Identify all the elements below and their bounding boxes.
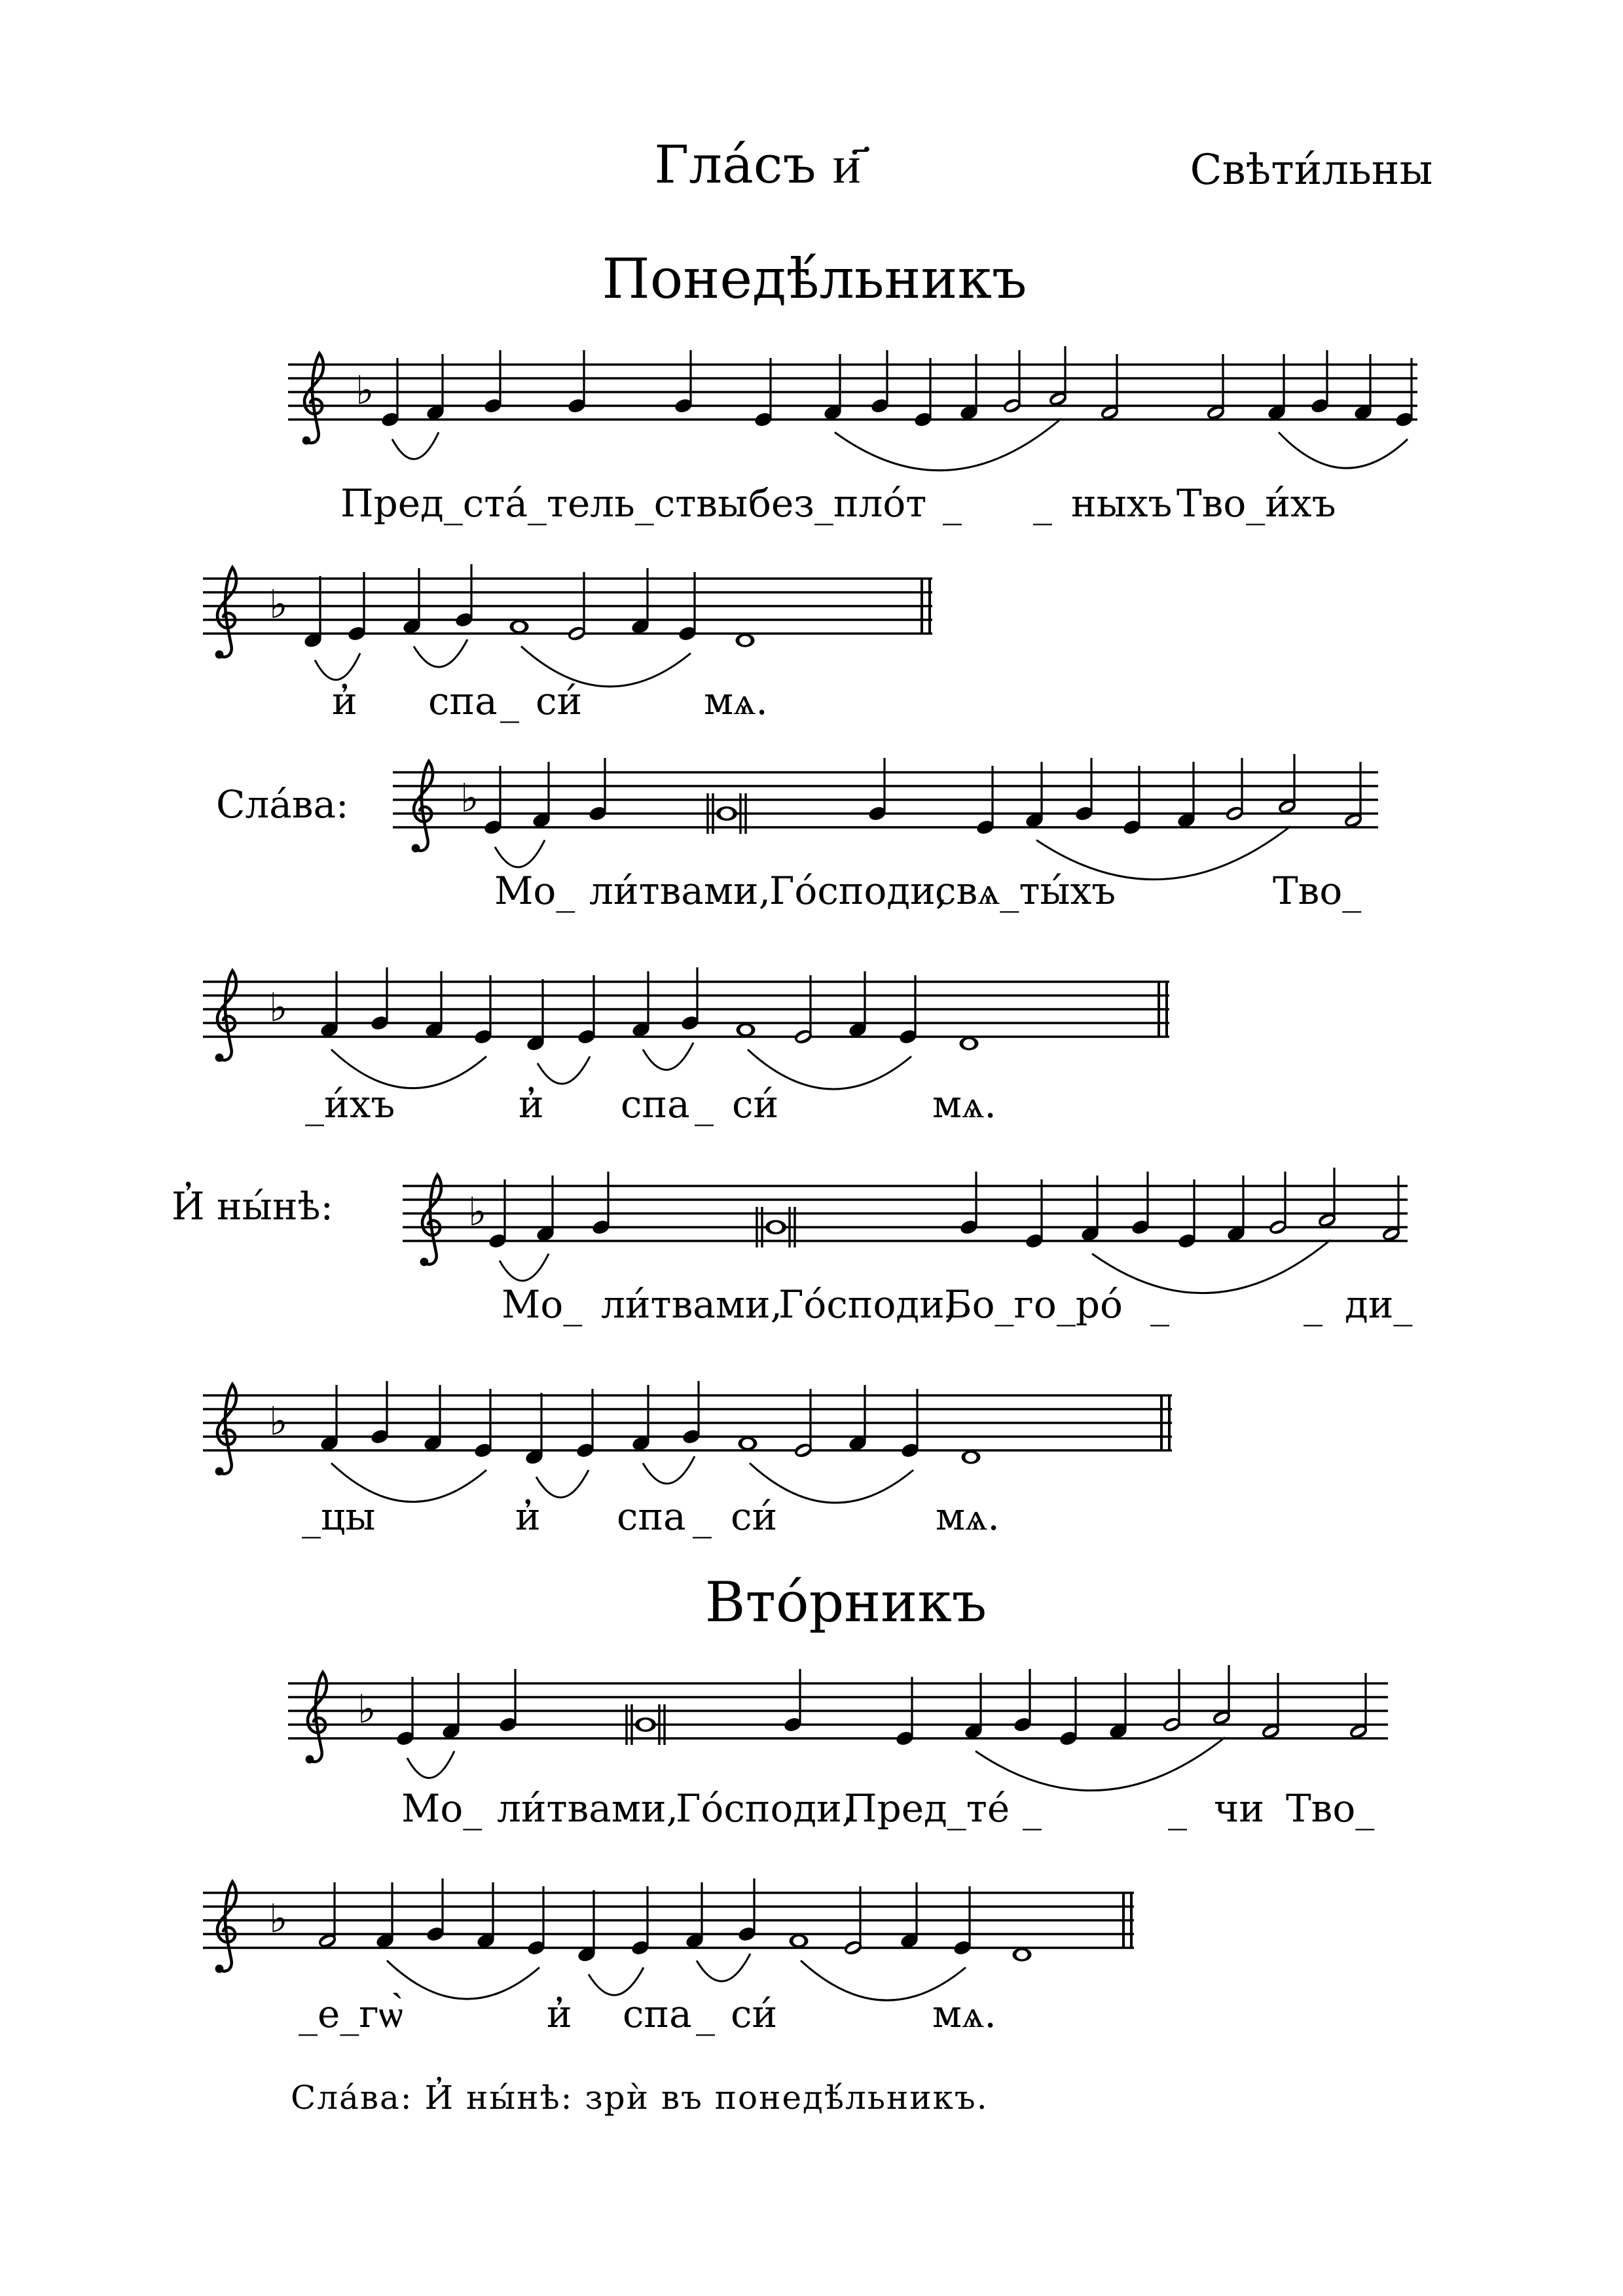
treble-clef-icon — [420, 1175, 441, 1266]
note — [960, 1037, 979, 1050]
note — [526, 979, 546, 1052]
note — [736, 634, 755, 647]
lyric-token: _ — [696, 1992, 715, 2036]
lyric-token: Пред_те́ — [844, 1786, 1010, 1831]
note — [1161, 1669, 1182, 1734]
note — [1013, 1669, 1033, 1733]
lyric-token: _ — [1033, 481, 1052, 526]
note — [870, 350, 890, 414]
lyric-token: и̓ — [519, 1082, 544, 1126]
lyric-token: Тво_и́хъ — [1176, 481, 1336, 526]
lyric-token: Го́споди, — [769, 869, 948, 913]
note — [577, 1890, 597, 1964]
note — [737, 1878, 757, 1943]
note — [682, 1381, 702, 1445]
lyric-token: _ — [1168, 1786, 1187, 1831]
music-system-1 — [0, 266, 1623, 486]
treble-clef-icon — [412, 761, 433, 852]
slur — [1279, 433, 1408, 469]
lyric-token: ли́твами, — [589, 869, 771, 913]
slur — [589, 1967, 644, 1995]
lyric-token: _е_гѡ̀ — [299, 1992, 403, 2036]
lyric-token: Го́споди, — [778, 1282, 957, 1327]
note — [426, 1878, 446, 1943]
note — [739, 1437, 757, 1450]
note — [524, 1393, 545, 1466]
note — [959, 1172, 979, 1236]
lyric-token: Бо_го_ро́ — [944, 1282, 1123, 1327]
slur — [976, 1738, 1225, 1791]
system-label: И̓ ны́нѣ: — [172, 1184, 334, 1229]
lyric-token: мѧ. — [932, 1082, 996, 1126]
slur — [536, 1470, 589, 1498]
note — [843, 1886, 864, 1957]
note — [790, 1934, 809, 1947]
lyric-token: ныхъ — [1071, 481, 1173, 526]
slur — [500, 1254, 549, 1281]
music-system-4 — [0, 884, 1623, 1103]
note — [737, 1023, 756, 1036]
note — [303, 576, 323, 649]
note — [1317, 1168, 1338, 1229]
lyric-token: и̓ — [515, 1494, 541, 1539]
lyric-token: Тво_ — [1286, 1786, 1375, 1831]
footer-rubric: Сла́ва: И̓ ны́нѣ: зрѝ въ понедѣ́льникъ. — [291, 2079, 989, 2117]
note — [1310, 350, 1330, 414]
slur — [392, 433, 439, 459]
lyric-token: без_пло́т — [748, 481, 927, 526]
flat-icon: ♭ — [269, 582, 288, 628]
slur — [1092, 1240, 1330, 1293]
lyric-token: _ — [1304, 1282, 1322, 1327]
section-title-tuesday: Вто́рникъ — [704, 1570, 987, 1634]
lyric-token: Го́споди, — [676, 1786, 854, 1831]
lyric-token: _и́хъ — [305, 1082, 395, 1126]
glas-header: Гла́съ и҃ — [654, 134, 861, 195]
note — [1002, 350, 1023, 415]
note — [1074, 758, 1095, 822]
slur — [697, 1954, 750, 1981]
lyric-token: и̓ — [332, 679, 357, 723]
section-title-monday: Понедѣ́льникъ — [602, 247, 1027, 311]
lyric-token: ли́твами, — [497, 1786, 679, 1831]
flat-icon: ♭ — [460, 776, 479, 821]
lyric-token: свѧ_ты́хъ — [935, 869, 1116, 913]
note — [567, 350, 587, 414]
slur — [643, 1456, 695, 1484]
lyric-token: _ — [500, 679, 519, 723]
music-system-6 — [0, 1297, 1623, 1516]
flat-icon: ♭ — [468, 1189, 487, 1235]
note — [566, 572, 587, 643]
lyric-token: Мо_ — [494, 869, 575, 913]
slur — [835, 419, 1061, 471]
slur — [538, 1056, 590, 1084]
note — [867, 758, 888, 822]
note — [783, 1669, 803, 1733]
lyric-token: _ — [1023, 1786, 1042, 1831]
lyric-token: си́ — [731, 1992, 778, 2036]
lyric-token: _ — [943, 481, 962, 526]
treble-clef-icon — [215, 1882, 236, 1973]
flat-icon: ♭ — [356, 368, 374, 414]
lyric-token: Мо_ — [501, 1282, 583, 1327]
lyric-token: ли́твами, — [601, 1282, 783, 1327]
note — [1131, 1172, 1151, 1236]
system-label: Сла́ва: — [216, 782, 349, 827]
note — [1277, 754, 1298, 816]
music-system-8 — [0, 1795, 1623, 2014]
flat-icon: ♭ — [269, 985, 288, 1031]
note — [1224, 758, 1245, 823]
note — [793, 975, 814, 1046]
note — [483, 350, 503, 414]
slur — [414, 639, 467, 667]
lyric-token: и̓ — [547, 1992, 572, 2036]
lyric-token: спа — [428, 679, 498, 723]
note — [674, 350, 694, 414]
music-system-2 — [0, 480, 1623, 700]
note — [1211, 1665, 1232, 1727]
lyric-token: _ — [1150, 1282, 1169, 1327]
slur — [643, 1043, 693, 1070]
slur — [387, 1961, 539, 2000]
music-system-7 — [0, 1585, 1623, 1804]
slur — [495, 840, 545, 867]
lyric-token: си́ — [731, 1494, 778, 1539]
flat-icon: ♭ — [269, 1399, 288, 1444]
treble-clef-icon — [215, 971, 236, 1062]
note — [370, 1381, 390, 1445]
note — [588, 758, 608, 822]
lyric-token: _ — [693, 1494, 712, 1539]
flat-icon: ♭ — [269, 1896, 288, 1942]
lyric-token: Пред_ста́_тель_ствы — [340, 481, 748, 526]
flat-icon: ♭ — [357, 1687, 376, 1732]
lyric-token: мѧ. — [704, 679, 768, 723]
lyric-token: си́ — [536, 679, 583, 723]
note — [454, 564, 475, 628]
lyric-token: си́ — [732, 1082, 779, 1126]
note — [498, 1669, 519, 1733]
note — [1267, 1172, 1288, 1236]
lyric-token: спа — [623, 1992, 692, 2036]
lyric-token: мѧ. — [932, 1992, 996, 2036]
treble-clef-icon — [306, 1672, 327, 1763]
note — [370, 967, 390, 1031]
note — [1048, 346, 1068, 408]
treble-clef-icon — [215, 1384, 236, 1475]
lyric-token: мѧ. — [936, 1494, 1000, 1539]
slur — [407, 1751, 454, 1778]
note — [510, 620, 529, 633]
lyric-token: чи — [1214, 1786, 1265, 1831]
lyric-token: спа — [617, 1494, 686, 1539]
lyric-token: Мо_ — [401, 1786, 483, 1831]
lyric-token: ди_ — [1345, 1282, 1413, 1327]
treble-clef-icon — [215, 567, 236, 658]
lyric-token: спа — [621, 1082, 690, 1126]
lyric-token: Тво_ — [1273, 869, 1362, 913]
note — [962, 1450, 981, 1463]
svetilny-header: Свѣти́льны — [1190, 146, 1433, 194]
lyric-token: _цы — [302, 1494, 376, 1539]
note — [680, 967, 701, 1031]
lyric-token: _ — [695, 1082, 714, 1126]
note — [1013, 1948, 1032, 1961]
note — [591, 1172, 611, 1236]
treble-clef-icon — [302, 353, 323, 444]
note — [793, 1389, 814, 1460]
